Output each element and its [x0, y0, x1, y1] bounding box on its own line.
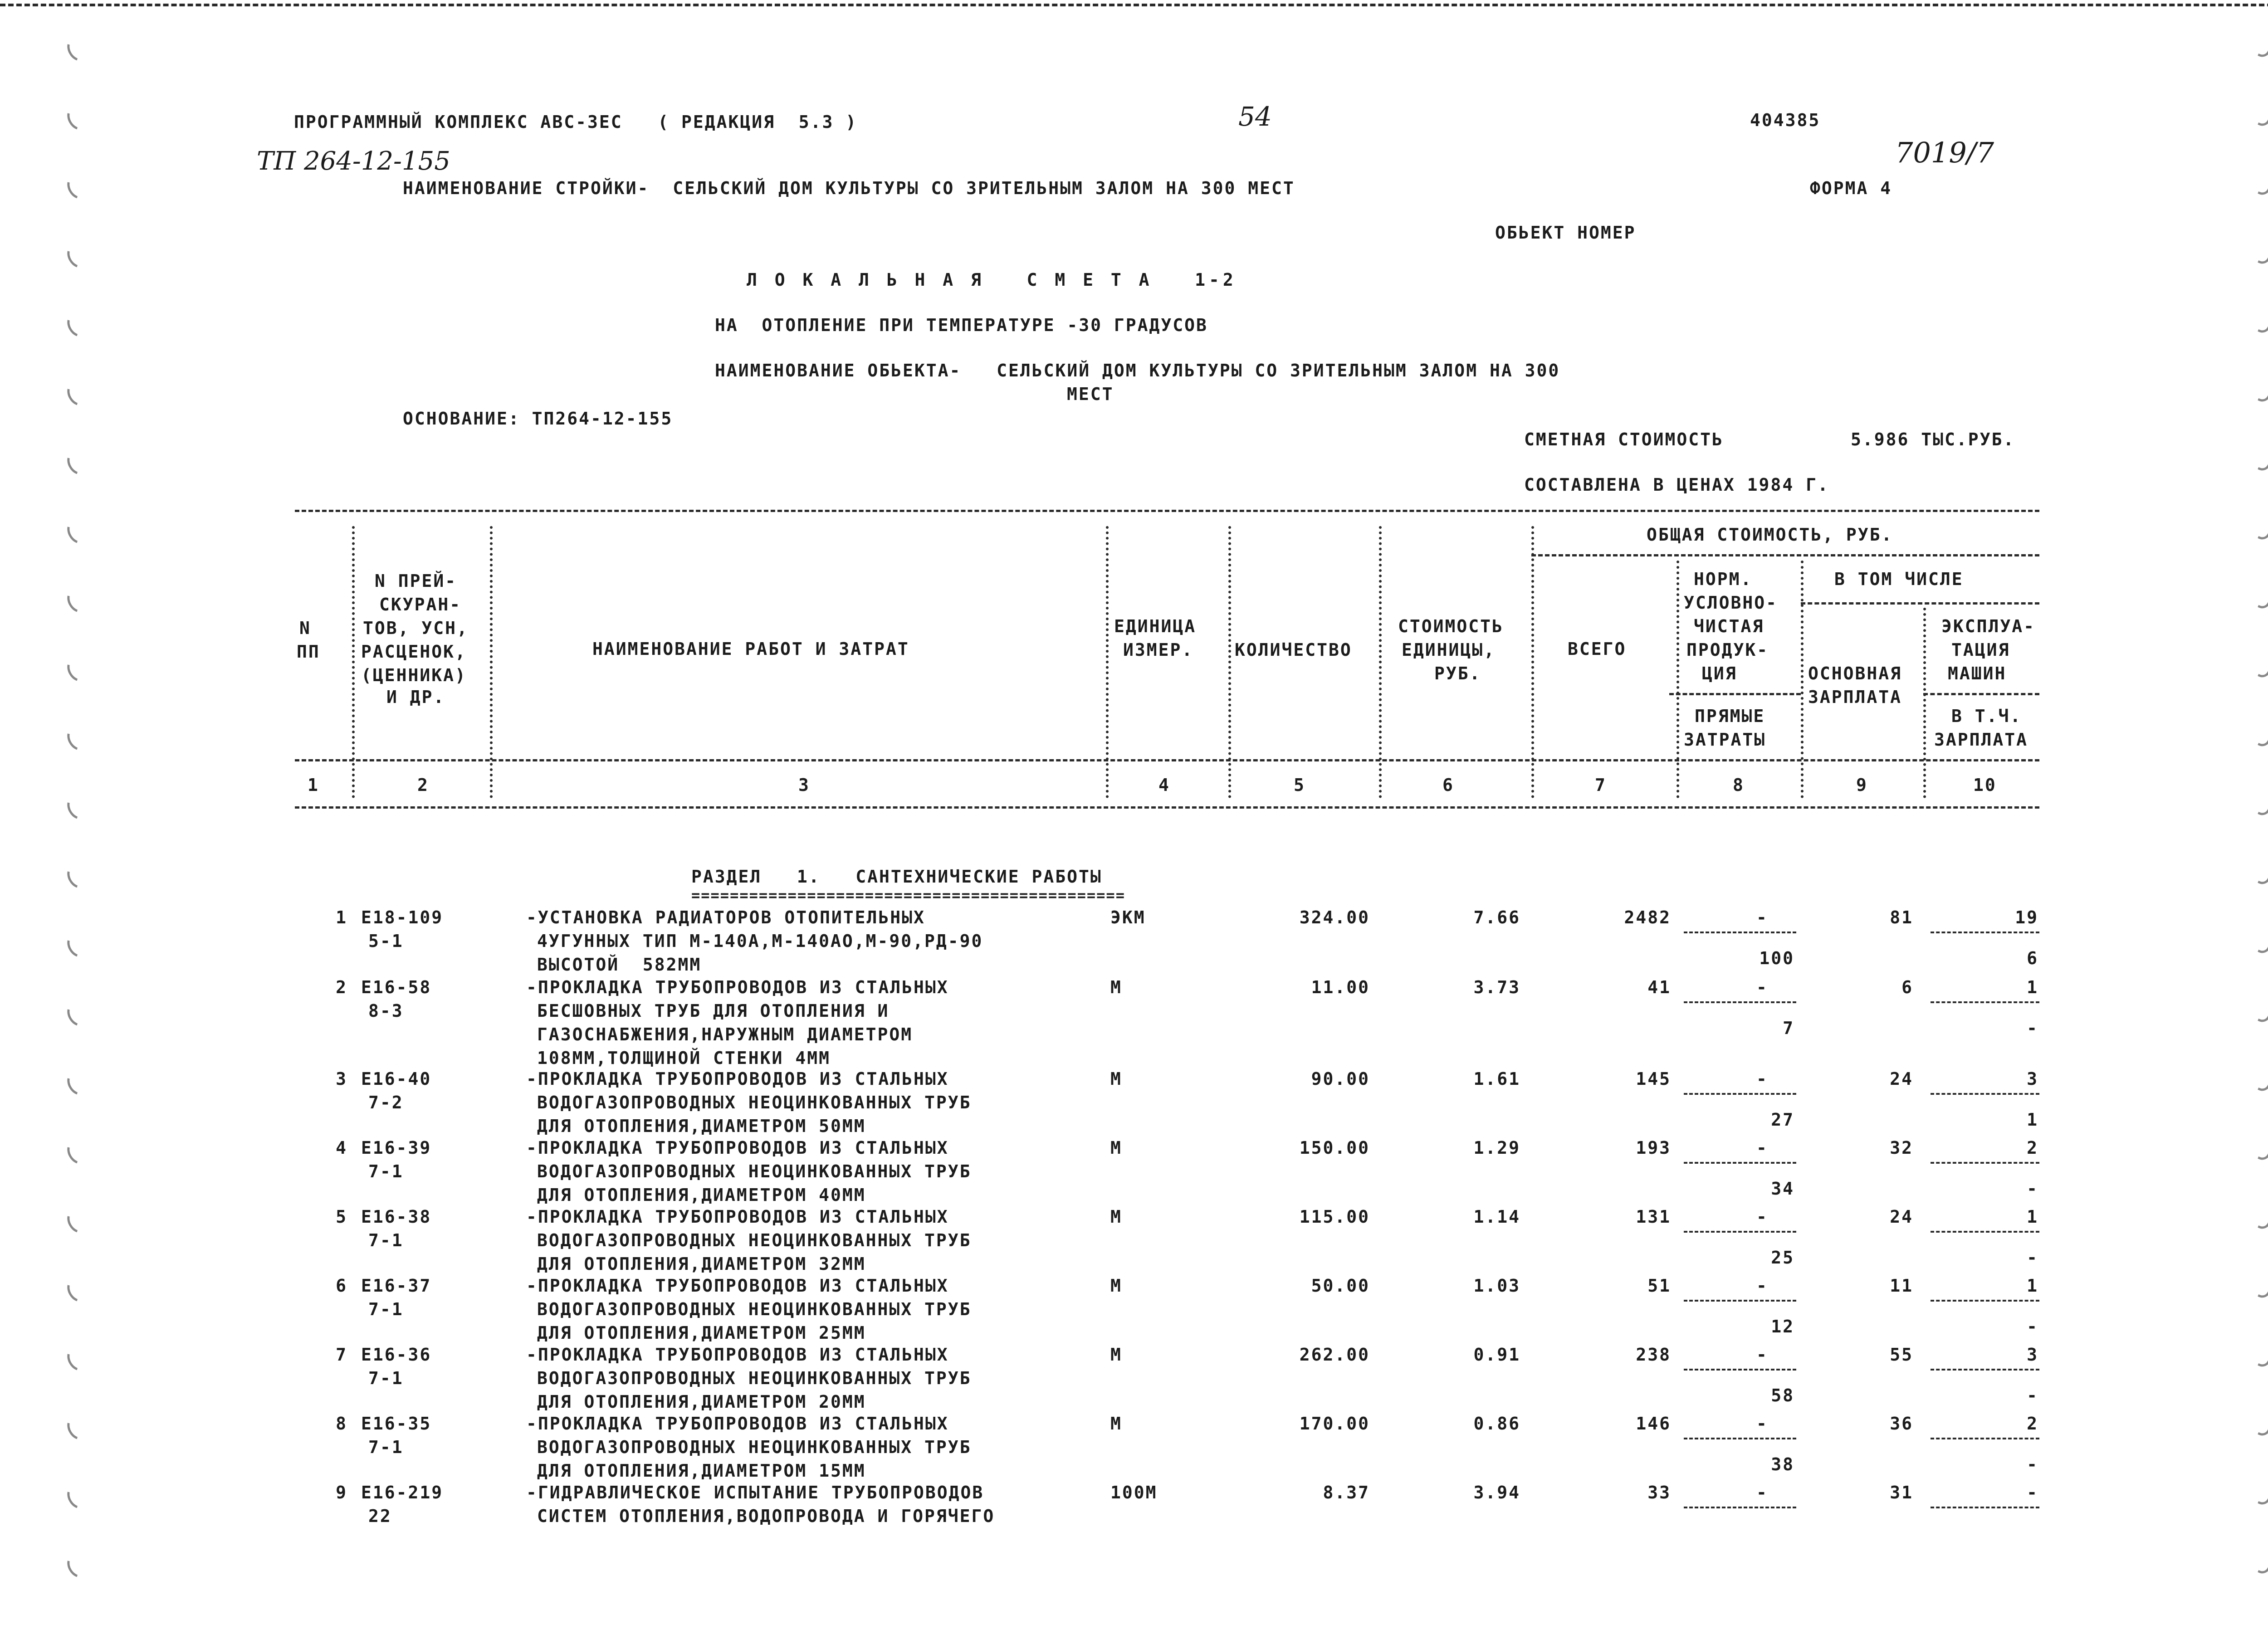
row-price-code: Е16-35: [361, 1414, 432, 1434]
row-c10-rule: [1931, 1162, 2039, 1164]
document-code: 404385: [1750, 110, 1821, 130]
punch-hole-left: [63, 860, 93, 892]
punch-hole-left: [63, 654, 93, 685]
punch-hole-right: [2247, 1339, 2268, 1370]
row-npp: -: [1756, 1276, 1768, 1296]
punch-hole-left: [63, 1412, 93, 1444]
section-rule: =============================================: [691, 887, 1125, 904]
ref-handwritten-note: 7019/7: [1895, 136, 1994, 169]
col-sep-9: [1923, 608, 1926, 798]
row-description-line: ДЛЯ ОТОПЛЕНИЯ,ДИАМЕТРОМ 25ММ: [537, 1323, 866, 1343]
col6-line1: СТОИМОСТЬ: [1398, 616, 1504, 636]
row-machines: 3: [2027, 1069, 2038, 1089]
col6-line3: РУБ.: [1434, 663, 1481, 683]
row-unit: ЭКМ: [1110, 907, 1146, 927]
row-unit-price: 1.61: [1473, 1069, 1520, 1089]
row-machines: 1: [2027, 1276, 2038, 1296]
col8-line3: ЧИСТАЯ: [1694, 616, 1765, 636]
row-machines: 19: [2015, 907, 2038, 927]
row-description-line: ВОДОГАЗОПРОВОДНЫХ НЕОЦИНКОВАННЫХ ТРУБ: [537, 1368, 972, 1388]
row-machines: 2: [2027, 1138, 2038, 1158]
row-description-line: ВЫСОТОЙ 582ММ: [537, 955, 702, 975]
row-c8-rule: [1684, 1438, 1796, 1439]
row-machines-salary: -: [2027, 1248, 2038, 1268]
estimate-subtitle: НА ОТОПЛЕНИЕ ПРИ ТЕМПЕРАТУРЕ -30 ГРАДУСОВ: [715, 315, 1208, 335]
row-total: 193: [1636, 1138, 1671, 1158]
row-description-line: -ПРОКЛАДКА ТРУБОПРОВОДОВ ИЗ СТАЛЬНЫХ: [526, 1414, 949, 1434]
row-price-code: Е16-36: [361, 1345, 432, 1365]
row-machines: 1: [2027, 1207, 2038, 1227]
program-label: ПРОГРАММНЫЙ КОМПЛЕКС АВС-3ЕС ( РЕДАКЦИЯ 5.3 ): [294, 112, 858, 132]
row-quantity: 90.00: [1311, 1069, 1370, 1089]
row-description-line: -ПРОКЛАДКА ТРУБОПРОВОДОВ ИЗ СТАЛЬНЫХ: [526, 977, 949, 997]
row-unit-price: 1.29: [1473, 1138, 1520, 1158]
col8-line4: ПРОДУК-: [1686, 640, 1769, 660]
row-description-line: -ГИДРАВЛИЧЕСКОЕ ИСПЫТАНИЕ ТРУБОПРОВОДОВ: [526, 1483, 984, 1502]
row-base-salary: 81: [1890, 907, 1913, 927]
col-sep-7: [1677, 561, 1679, 798]
punch-hole-left: [63, 1343, 93, 1375]
punch-hole-right: [2247, 98, 2268, 129]
row-unit-price: 7.66: [1473, 907, 1520, 927]
row-number: 8: [336, 1414, 347, 1434]
col1-line2: ПП: [297, 642, 320, 662]
row-unit-price: 0.91: [1473, 1345, 1520, 1365]
punch-hole-right: [2247, 1063, 2268, 1094]
row-quantity: 8.37: [1323, 1483, 1370, 1502]
estimated-cost-label: СМЕТНАЯ СТОИМОСТЬ: [1524, 429, 1724, 449]
row-unit: М: [1110, 1414, 1122, 1434]
section-title: РАЗДЕЛ 1. САНТЕХНИЧЕСКИЕ РАБОТЫ: [691, 867, 1102, 887]
row-description-line: СИСТЕМ ОТОПЛЕНИЯ,ВОДОПРОВОДА И ГОРЯЧЕГО: [537, 1506, 995, 1526]
col-sep-5: [1379, 526, 1382, 798]
basis-label: ОСНОВАНИЕ: ТП264-12-155: [403, 409, 673, 429]
punch-hole-right: [2247, 718, 2268, 749]
punch-hole-left: [63, 722, 93, 754]
row-total: 2482: [1624, 907, 1671, 927]
row-direct-costs: 12: [1771, 1317, 1794, 1336]
row-quantity: 150.00: [1299, 1138, 1370, 1158]
punch-hole-left: [63, 791, 93, 823]
row-machines: 2: [2027, 1414, 2038, 1434]
punch-hole-left: [63, 1205, 93, 1237]
row-description-line: 4УГУННЫХ ТИП М-140А,М-140АО,М-90,РД-90: [537, 931, 983, 951]
punch-hole-left: [63, 998, 93, 1030]
punch-hole-left: [63, 1274, 93, 1306]
row-price-code-sub: 7-2: [368, 1093, 404, 1112]
col-number-1: 1: [308, 775, 319, 795]
col-sep-3: [1106, 526, 1109, 798]
row-c8-rule: [1684, 1507, 1796, 1508]
col10b-line1: В Т.Ч.: [1951, 706, 2022, 726]
row-description-line: ДЛЯ ОТОПЛЕНИЯ,ДИАМЕТРОМ 32ММ: [537, 1254, 866, 1274]
row-machines: 1: [2027, 977, 2038, 997]
row-unit-price: 1.03: [1473, 1276, 1520, 1296]
row-price-code: Е16-40: [361, 1069, 432, 1089]
row-c10-rule: [1931, 1438, 2039, 1439]
row-number: 6: [336, 1276, 347, 1296]
row-total: 146: [1636, 1414, 1671, 1434]
row-description-line: ДЛЯ ОТОПЛЕНИЯ,ДИАМЕТРОМ 50ММ: [537, 1116, 866, 1136]
row-c8-rule: [1684, 932, 1796, 933]
row-total: 145: [1636, 1069, 1671, 1089]
row-machines-salary: 6: [2027, 948, 2038, 968]
row-quantity: 115.00: [1299, 1207, 1370, 1227]
c8-split-rule: [1669, 693, 1801, 695]
row-npp: -: [1756, 1483, 1768, 1502]
row-unit: М: [1110, 977, 1122, 997]
row-unit: М: [1110, 1207, 1122, 1227]
row-c8-rule: [1684, 1300, 1796, 1302]
row-base-salary: 24: [1890, 1069, 1913, 1089]
punch-hole-left: [63, 309, 93, 341]
row-price-code: Е16-38: [361, 1207, 432, 1227]
row-description-line: ВОДОГАЗОПРОВОДНЫХ НЕОЦИНКОВАННЫХ ТРУБ: [537, 1437, 972, 1457]
punch-hole-right: [2247, 925, 2268, 956]
row-c10-rule: [1931, 1231, 2039, 1233]
row-description-line: ДЛЯ ОТОПЛЕНИЯ,ДИАМЕТРОМ 40ММ: [537, 1185, 866, 1205]
col2-line1: N ПРЕЙ-: [375, 571, 457, 591]
row-base-salary: 11: [1890, 1276, 1913, 1296]
col-number-10: 10: [1973, 775, 1997, 795]
object-name-line2: МЕСТ: [1067, 384, 1114, 404]
punch-hole-left: [63, 1550, 93, 1581]
row-description-line: ВОДОГАЗОПРОВОДНЫХ НЕОЦИНКОВАННЫХ ТРУБ: [537, 1093, 972, 1112]
row-c8-rule: [1684, 1369, 1796, 1371]
object-name-line1: НАИМЕНОВАНИЕ ОБЬЕКТА- СЕЛЬСКИЙ ДОМ КУЛЬТУРЫ СО ЗРИТЕЛЬНЫМ ЗАЛОМ НА 300: [715, 361, 1560, 380]
punch-hole-right: [2247, 787, 2268, 818]
row-unit: 100М: [1110, 1483, 1158, 1502]
col3-header: НАИМЕНОВАНИЕ РАБОТ И ЗАТРАТ: [592, 639, 909, 659]
row-description-line: ВОДОГАЗОПРОВОДНЫХ НЕОЦИНКОВАННЫХ ТРУБ: [537, 1161, 972, 1181]
row-base-salary: 32: [1890, 1138, 1913, 1158]
row-description-line: ВОДОГАЗОПРОВОДНЫХ НЕОЦИНКОВАННЫХ ТРУБ: [537, 1299, 972, 1319]
row-direct-costs: 34: [1771, 1179, 1794, 1199]
row-description-line: -ПРОКЛАДКА ТРУБОПРОВОДОВ ИЗ СТАЛЬНЫХ: [526, 1207, 949, 1227]
row-unit-price: 3.94: [1473, 1483, 1520, 1502]
row-description-line: ДЛЯ ОТОПЛЕНИЯ,ДИАМЕТРОМ 20ММ: [537, 1392, 866, 1412]
row-base-salary: 31: [1890, 1483, 1913, 1502]
row-c8-rule: [1684, 1093, 1796, 1095]
col10b-line2: ЗАРПЛАТА: [1934, 730, 2028, 750]
row-base-salary: 55: [1890, 1345, 1913, 1365]
row-direct-costs: 58: [1771, 1385, 1794, 1405]
row-machines: 3: [2027, 1345, 2038, 1365]
col2-line4: РАСЦЕНОК,: [361, 642, 467, 662]
col8-line2: УСЛОВНО-: [1684, 593, 1778, 613]
row-price-code-sub: 5-1: [368, 931, 404, 951]
row-npp: -: [1756, 1414, 1768, 1434]
row-description-line: ДЛЯ ОТОПЛЕНИЯ,ДИАМЕТРОМ 15ММ: [537, 1461, 866, 1481]
punch-hole-right: [2247, 994, 2268, 1025]
punch-hole-left: [63, 585, 93, 616]
row-price-code: Е18-109: [361, 907, 444, 927]
col2-line2: СКУРАН-: [379, 595, 462, 615]
row-direct-costs: 38: [1771, 1454, 1794, 1474]
row-number: 7: [336, 1345, 347, 1365]
col4-line2: ИЗМЕР.: [1123, 640, 1194, 660]
punch-hole-right: [2247, 374, 2268, 405]
row-machines-salary: -: [2027, 1018, 2038, 1038]
row-c10-rule: [1931, 1001, 2039, 1003]
row-total: 33: [1647, 1483, 1671, 1502]
punch-hole-left: [63, 102, 93, 134]
row-price-code-sub: 7-1: [368, 1437, 404, 1457]
col10-line3: МАШИН: [1948, 663, 2007, 683]
row-quantity: 170.00: [1299, 1414, 1370, 1434]
punch-hole-right: [2247, 443, 2268, 473]
row-machines-salary: -: [2027, 1179, 2038, 1199]
punch-hole-right: [2247, 856, 2268, 887]
row-price-code: Е16-58: [361, 977, 432, 997]
row-direct-costs: 100: [1759, 948, 1794, 968]
punch-hole-right: [2247, 29, 2268, 60]
col8b-line1: ПРЯМЫЕ: [1695, 706, 1765, 726]
col-number-3: 3: [798, 775, 810, 795]
including-header: В ТОМ ЧИСЛЕ: [1834, 569, 1964, 589]
c10-split-rule: [1923, 693, 2039, 695]
row-c8-rule: [1684, 1231, 1796, 1233]
form-label: ФОРМА 4: [1810, 178, 1892, 198]
row-machines-salary: -: [2027, 1317, 2038, 1336]
including-rule: [1801, 602, 2039, 605]
punch-hole-left: [63, 929, 93, 961]
col-number-6: 6: [1442, 775, 1454, 795]
col8-line1: НОРМ.: [1694, 569, 1753, 589]
col10-line2: ТАЦИЯ: [1951, 640, 2010, 660]
row-c10-rule: [1931, 932, 2039, 933]
row-npp: -: [1756, 977, 1768, 997]
row-total: 51: [1647, 1276, 1671, 1296]
row-price-code-sub: 7-1: [368, 1299, 404, 1319]
row-price-code-sub: 7-1: [368, 1368, 404, 1388]
punch-hole-left: [63, 1481, 93, 1512]
col2-line5: (ЦЕННИКА): [361, 665, 467, 685]
row-machines-salary: 1: [2027, 1110, 2038, 1130]
punch-hole-right: [2247, 649, 2268, 680]
col2-line3: ТОВ, УСН,: [363, 618, 469, 638]
object-number-label: ОБЬЕКТ НОМЕР: [1495, 223, 1636, 243]
row-unit: М: [1110, 1138, 1122, 1158]
row-unit: М: [1110, 1345, 1122, 1365]
header-bottom-rule: [295, 759, 2039, 761]
row-machines-salary: -: [2027, 1454, 2038, 1474]
punch-hole-right: [2247, 1477, 2268, 1507]
row-c10-rule: [1931, 1369, 2039, 1371]
punch-hole-right: [2247, 236, 2268, 267]
col-sep-6: [1531, 526, 1534, 798]
punch-hole-left: [63, 33, 93, 65]
col-number-9: 9: [1856, 775, 1868, 795]
row-description-line: -УСТАНОВКА РАДИАТОРОВ ОТОПИТЕЛЬНЫХ: [526, 907, 925, 927]
col-sep-4: [1228, 526, 1231, 798]
col-number-2: 2: [417, 775, 429, 795]
row-c8-rule: [1684, 1001, 1796, 1003]
col-sep-8: [1801, 561, 1804, 798]
row-total: 41: [1647, 977, 1671, 997]
row-unit-price: 0.86: [1473, 1414, 1520, 1434]
construction-name: НАИМЕНОВАНИЕ СТРОЙКИ- СЕЛЬСКИЙ ДОМ КУЛЬТУРЫ СО ЗРИТЕЛЬНЫМ ЗАЛОМ НА 300 МЕСТ: [403, 178, 1295, 198]
col5-header: КОЛИЧЕСТВО: [1235, 640, 1352, 660]
row-price-code-sub: 22: [368, 1506, 392, 1526]
row-quantity: 262.00: [1299, 1345, 1370, 1365]
row-direct-costs: 7: [1783, 1018, 1794, 1038]
row-description-line: 108ММ,ТОЛЩИНОЙ СТЕНКИ 4ММ: [537, 1048, 831, 1068]
row-quantity: 50.00: [1311, 1276, 1370, 1296]
row-number: 4: [336, 1138, 347, 1158]
row-description-line: -ПРОКЛАДКА ТРУБОПРОВОДОВ ИЗ СТАЛЬНЫХ: [526, 1069, 949, 1089]
punch-hole-right: [2247, 1270, 2268, 1301]
col2-line6: И ДР.: [386, 687, 445, 707]
estimate-title: Л О К А Л Ь Н А Я С М Е Т А 1-2: [747, 270, 1237, 290]
row-price-code-sub: 7-1: [368, 1230, 404, 1250]
col9-line1: ОСНОВНАЯ: [1808, 663, 1902, 683]
punch-hole-left: [63, 378, 93, 410]
col-sep-1: [352, 526, 355, 798]
col-number-4: 4: [1158, 775, 1170, 795]
row-number: 5: [336, 1207, 347, 1227]
total-group-header: ОБЩАЯ СТОИМОСТЬ, РУБ.: [1647, 525, 1893, 545]
row-npp: -: [1756, 1207, 1768, 1227]
row-description-line: ГАЗОСНАБЖЕНИЯ,НАРУЖНЫМ ДИАМЕТРОМ: [537, 1024, 913, 1044]
col7-header: ВСЕГО: [1568, 639, 1627, 659]
col6-line2: ЕДИНИЦЫ,: [1402, 640, 1496, 660]
punch-hole-right: [2247, 305, 2268, 336]
row-unit-price: 3.73: [1473, 977, 1520, 997]
row-c10-rule: [1931, 1507, 2039, 1508]
row-price-code: Е16-219: [361, 1483, 444, 1502]
top-tear-line: [0, 4, 2268, 6]
row-description-line: БЕСШОВНЫХ ТРУБ ДЛЯ ОТОПЛЕНИЯ И: [537, 1001, 890, 1021]
row-machines-salary: -: [2027, 1385, 2038, 1405]
punch-hole-right: [2247, 1201, 2268, 1232]
prices-year-label: СОСТАВЛЕНА В ЦЕНАХ 1984 Г.: [1524, 475, 1829, 495]
row-c10-rule: [1931, 1300, 2039, 1302]
row-description-line: -ПРОКЛАДКА ТРУБОПРОВОДОВ ИЗ СТАЛЬНЫХ: [526, 1345, 949, 1365]
row-description-line: ВОДОГАЗОПРОВОДНЫХ НЕОЦИНКОВАННЫХ ТРУБ: [537, 1230, 972, 1250]
col-number-5: 5: [1294, 775, 1305, 795]
estimated-cost-value: 5.986 ТЫС.РУБ.: [1851, 429, 2015, 449]
col-number-7: 7: [1595, 775, 1607, 795]
total-group-rule: [1531, 554, 2039, 556]
row-npp: -: [1756, 907, 1768, 927]
numbers-bottom-rule: [295, 806, 2039, 809]
col10-line1: ЭКСПЛУА-: [1941, 616, 2036, 636]
row-number: 9: [336, 1483, 347, 1502]
punch-hole-right: [2247, 1132, 2268, 1163]
row-number: 3: [336, 1069, 347, 1089]
row-c8-rule: [1684, 1162, 1796, 1164]
row-npp: -: [1756, 1138, 1768, 1158]
col8-line5: ЦИЯ: [1702, 663, 1737, 683]
row-base-salary: 6: [1901, 977, 1913, 997]
row-number: 1: [336, 907, 347, 927]
row-number: 2: [336, 977, 347, 997]
row-price-code-sub: 8-3: [368, 1001, 404, 1021]
row-npp: -: [1756, 1345, 1768, 1365]
col-sep-2: [490, 526, 493, 798]
punch-hole-left: [63, 240, 93, 272]
punch-hole-left: [63, 447, 93, 478]
punch-hole-right: [2247, 1546, 2268, 1576]
row-direct-costs: 25: [1771, 1248, 1794, 1268]
row-price-code-sub: 7-1: [368, 1161, 404, 1181]
punch-hole-right: [2247, 1408, 2268, 1439]
row-unit-price: 1.14: [1473, 1207, 1520, 1227]
col-number-8: 8: [1733, 775, 1745, 795]
punch-hole-right: [2247, 167, 2268, 198]
table-top-rule: [295, 510, 2039, 512]
row-base-salary: 24: [1890, 1207, 1913, 1227]
punch-hole-right: [2247, 580, 2268, 611]
punch-hole-left: [63, 171, 93, 203]
punch-hole-left: [63, 1067, 93, 1099]
col9-line2: ЗАРПЛАТА: [1808, 687, 1902, 707]
punch-hole-left: [63, 516, 93, 547]
col8b-line2: ЗАТРАТЫ: [1684, 730, 1766, 750]
row-price-code: Е16-37: [361, 1276, 432, 1296]
row-price-code: Е16-39: [361, 1138, 432, 1158]
row-unit: М: [1110, 1069, 1122, 1089]
row-description-line: -ПРОКЛАДКА ТРУБОПРОВОДОВ ИЗ СТАЛЬНЫХ: [526, 1138, 949, 1158]
row-quantity: 324.00: [1299, 907, 1370, 927]
col1-line1: N: [299, 618, 311, 638]
row-total: 131: [1636, 1207, 1671, 1227]
row-base-salary: 36: [1890, 1414, 1913, 1434]
row-direct-costs: 27: [1771, 1110, 1794, 1130]
punch-hole-right: [2247, 512, 2268, 542]
page-number: 54: [1238, 101, 1272, 132]
tp-handwritten-note: ТП 264-12-155: [257, 146, 450, 176]
row-description-line: -ПРОКЛАДКА ТРУБОПРОВОДОВ ИЗ СТАЛЬНЫХ: [526, 1276, 949, 1296]
row-c10-rule: [1931, 1093, 2039, 1095]
row-total: 238: [1636, 1345, 1671, 1365]
row-quantity: 11.00: [1311, 977, 1370, 997]
row-npp: -: [1756, 1069, 1768, 1089]
row-machines: -: [2027, 1483, 2038, 1502]
row-unit: М: [1110, 1276, 1122, 1296]
col4-line1: ЕДИНИЦА: [1114, 616, 1197, 636]
punch-hole-left: [63, 1136, 93, 1168]
